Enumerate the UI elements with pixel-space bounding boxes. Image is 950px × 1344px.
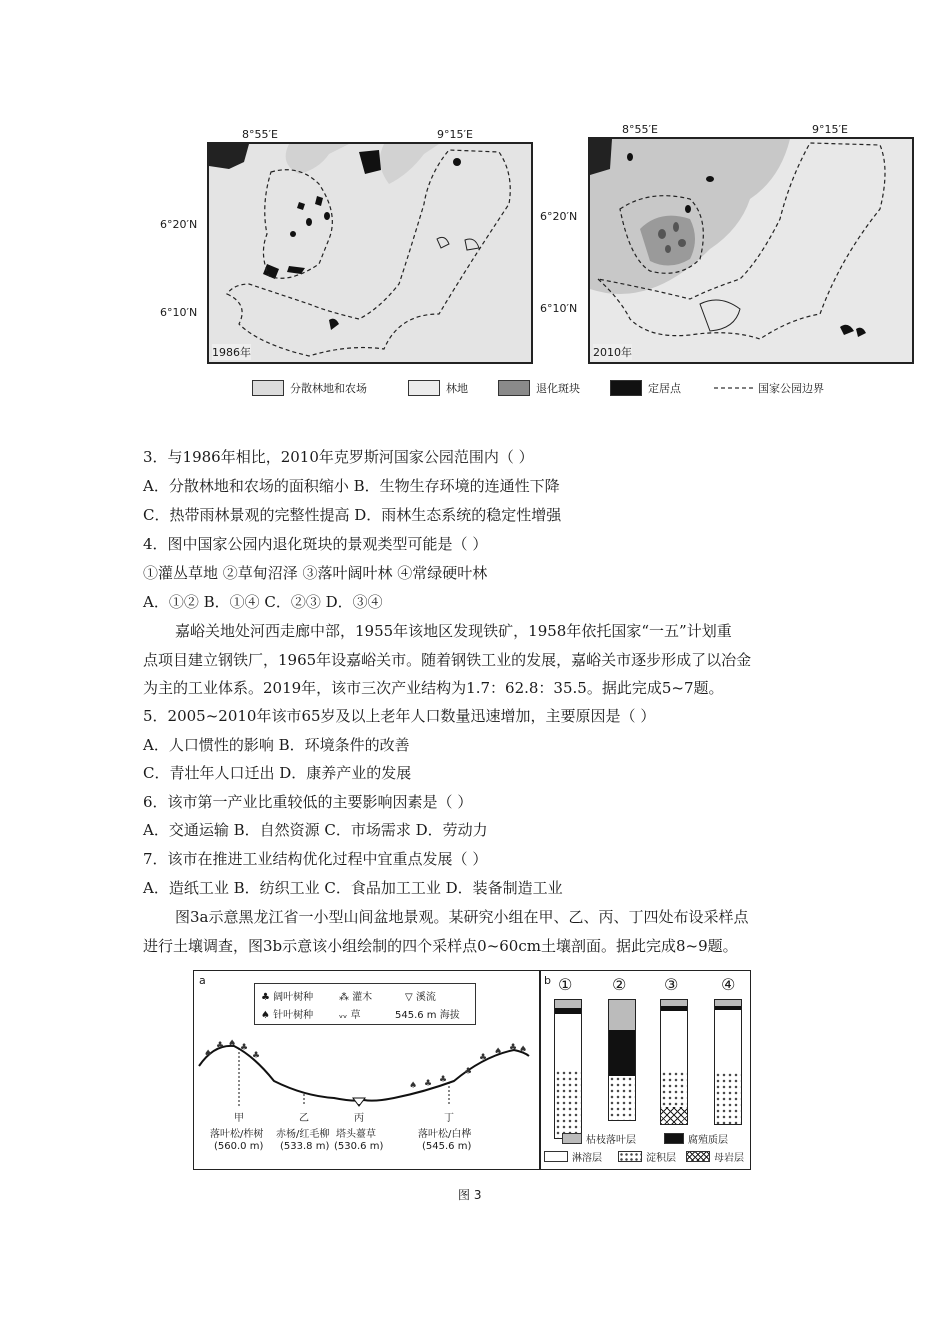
legend-woodland (408, 380, 468, 396)
site-yi-species: 赤杨/红毛柳 (276, 1129, 330, 1140)
map-2010-year: 2010年 (593, 346, 632, 359)
map-1986-lon-right: 9°15′E (437, 128, 473, 141)
legend-parent-rock-label: 母岩层 (714, 1153, 744, 1164)
litter-layer (609, 1000, 635, 1030)
legend-eluvial-label: 淋溶层 (572, 1153, 602, 1164)
panel-a-label: a (199, 974, 206, 987)
legend-grass-label: 草 (350, 1010, 361, 1021)
question-5-options-cd: C．青壮年人口迁出 D．康养产业的发展 (143, 764, 412, 782)
legend-broadleaf-label: 阔叶树种 (273, 992, 314, 1003)
legend-eluvial (544, 1149, 602, 1164)
question-6-options: A．交通运输 B．自然资源 C．市场需求 D．劳动力 (143, 821, 488, 839)
map-2010-drawing (590, 139, 912, 362)
legend-degraded-patch (498, 380, 580, 396)
svg-text:♣: ♣ (509, 1043, 518, 1053)
profile-3 (660, 999, 688, 1125)
illuvial-layer (715, 1072, 741, 1124)
svg-text:♣: ♣ (252, 1051, 261, 1061)
svg-text:♣: ♣ (439, 1075, 448, 1085)
map-2010-lon-left: 8°55′E (622, 123, 658, 136)
profile-2 (608, 999, 636, 1121)
legend-litter-label: 枯枝落叶层 (586, 1135, 636, 1146)
question-6: 6．该市第一产业比重较低的主要影响因素是（ ） (143, 793, 473, 811)
eluvial-layer (715, 1010, 741, 1072)
passage-2-line-2: 进行土壤调查，图3b示意该小组绘制的四个采样点0~60cm土壤剖面。据此完成8~9题。 (143, 937, 738, 955)
svg-text:♠: ♠ (519, 1045, 528, 1055)
svg-text:♠: ♠ (494, 1047, 503, 1057)
legend-stream: ▽ 溪流 (405, 992, 436, 1003)
question-5-options-ab: A．人口惯性的影响 B．环境条件的改善 (143, 736, 410, 754)
legend-park-boundary (714, 380, 824, 396)
panel-b-label: b (544, 974, 551, 987)
legend-swatch (408, 380, 440, 396)
legend-shrub-label: 灌木 (352, 992, 373, 1003)
site-yi-name: 乙 (299, 1113, 309, 1124)
site-jia-elev: (560.0 m) (214, 1141, 264, 1152)
map-2010-lat-top: 6°20′N (540, 210, 578, 223)
panel-divider (539, 971, 541, 1169)
illuvial-layer (609, 1076, 635, 1120)
parent-rock-layer (661, 1107, 687, 1124)
question-3-options-cd: C．热带雨林景观的完整性提高 D．雨林生态系统的稳定性增强 (143, 506, 562, 524)
panel-a-legend (254, 983, 476, 1025)
site-bing-species: 塔头薹草 (336, 1129, 376, 1140)
site-ding-elev: (545.6 m) (422, 1141, 472, 1152)
site-ding-species: 落叶松/白桦 (418, 1129, 472, 1140)
dashed-line-icon (714, 383, 754, 393)
site-yi-elev: (533.8 m) (280, 1141, 330, 1152)
map-1986 (207, 142, 533, 364)
illuvial-layer (555, 1070, 581, 1138)
eluvial-layer (555, 1014, 581, 1070)
svg-text:♣: ♣ (240, 1043, 249, 1053)
map-1986-year: 1986年 (212, 346, 251, 359)
map-1986-lat-bottom: 6°10′N (160, 306, 198, 319)
passage-1-line-3: 为主的工业体系。2019年，该市三次产业结构为1.7：62.8：35.5。据此完成5~7题。 (143, 679, 724, 697)
legend-parent-rock (686, 1149, 744, 1164)
map-2010-lat-bottom: 6°10′N (540, 302, 578, 315)
site-bing-elev: (530.6 m) (334, 1141, 384, 1152)
svg-text:♣: ♣ (479, 1053, 488, 1063)
question-7-options: A．造纸工业 B．纺织工业 C．食品加工工业 D．装备制造工业 (143, 879, 563, 897)
legend-swatch (610, 380, 642, 396)
legend-swatch (562, 1133, 582, 1144)
legend-label: 国家公园边界 (758, 382, 824, 395)
legend-illuvial-label: 淀积层 (646, 1153, 676, 1164)
question-4-items: ①灌丛草地 ②草甸沼泽 ③落叶阔叶林 ④常绿硬叶林 (143, 564, 488, 582)
legend-label: 分散林地和农场 (290, 382, 367, 395)
figure-3-caption: 图 3 (458, 1188, 482, 1202)
question-7: 7．该市在推进工业结构优化过程中宜重点发展（ ） (143, 850, 488, 868)
passage-1-line-2: 点项目建立钢铁厂，1965年设嘉峪关市。随着钢铁工业的发展，嘉峪关市逐步形成了以冶金 (143, 651, 752, 669)
question-3-options-ab: A．分散林地和农场的面积缩小 B．生物生存环境的连通性下降 (143, 477, 560, 495)
legend-settlement (610, 380, 681, 396)
svg-text:♠: ♠ (204, 1049, 213, 1059)
passage-2-line-1: 图3a示意黑龙江省一小型山间盆地景观。某研究小组在甲、乙、丙、丁四处布设采样点 (175, 908, 749, 926)
legend-litter (562, 1131, 636, 1146)
legend-label: 退化斑块 (536, 382, 580, 395)
question-5: 5．2005~2010年该市65岁及以上老年人口数量迅速增加，主要原因是（ ） (143, 707, 656, 725)
legend-conifer-label: 针叶树种 (273, 1010, 314, 1021)
map-1986-drawing (209, 144, 531, 362)
profile-2-label: ② (612, 975, 627, 994)
map-1986-lon-left: 8°55′E (242, 128, 278, 141)
humus-layer (609, 1030, 635, 1076)
legend-swatch (618, 1151, 642, 1162)
site-jia-name: 甲 (234, 1113, 244, 1124)
profile-4-label: ④ (721, 975, 736, 994)
profile-3-label: ③ (664, 975, 679, 994)
legend-grass: ᵥᵥ 草 (339, 1010, 361, 1021)
profile-4 (714, 999, 742, 1125)
map-1986-lat-top: 6°20′N (160, 218, 198, 231)
profile-1 (554, 999, 582, 1139)
legend-humus (664, 1131, 728, 1146)
map-2010-lon-right: 9°15′E (812, 123, 848, 136)
svg-text:♣: ♣ (464, 1067, 473, 1077)
legend-shrub: ⁂ 灌木 (339, 992, 373, 1003)
legend-stream-label: 溪流 (415, 992, 436, 1003)
legend-scattered-woodland (252, 380, 367, 396)
legend-swatch (686, 1151, 710, 1162)
legend-conifer: ♠ 针叶树种 (261, 1010, 314, 1021)
illuvial-layer (661, 1071, 687, 1107)
site-jia-species: 落叶松/柞树 (210, 1129, 264, 1140)
litter-layer (555, 1000, 581, 1008)
legend-swatch (544, 1151, 568, 1162)
legend-elevation: 545.6 m 海拔 (395, 1010, 460, 1021)
svg-text:♠: ♠ (228, 1039, 237, 1049)
passage-1-line-1: 嘉峪关地处河西走廊中部，1955年该地区发现铁矿，1958年依托国家“一五”计划重 (175, 622, 732, 640)
question-3: 3．与1986年相比，2010年克罗斯河国家公园范围内（ ） (143, 448, 534, 466)
legend-illuvial (618, 1149, 676, 1164)
svg-text:♣: ♣ (216, 1041, 225, 1051)
question-4: 4．图中国家公园内退化斑块的景观类型可能是（ ） (143, 535, 488, 553)
figure-3 (193, 970, 751, 1170)
profile-1-label: ① (558, 975, 573, 994)
legend-label: 林地 (446, 382, 468, 395)
legend-swatch (498, 380, 530, 396)
question-4-answers: A．①② B．①④ C．②③ D．③④ (143, 593, 383, 611)
legend-swatch (252, 380, 284, 396)
map-2010 (588, 137, 914, 364)
legend-swatch (664, 1133, 684, 1144)
svg-text:♠: ♠ (409, 1081, 418, 1091)
site-ding-name: 丁 (444, 1113, 454, 1124)
eluvial-layer (661, 1011, 687, 1071)
legend-broadleaf: ♣ 阔叶树种 (261, 992, 314, 1003)
legend-humus-label: 腐殖质层 (688, 1135, 728, 1146)
legend-label: 定居点 (648, 382, 681, 395)
site-bing-name: 丙 (354, 1113, 364, 1124)
svg-text:♣: ♣ (424, 1079, 433, 1089)
